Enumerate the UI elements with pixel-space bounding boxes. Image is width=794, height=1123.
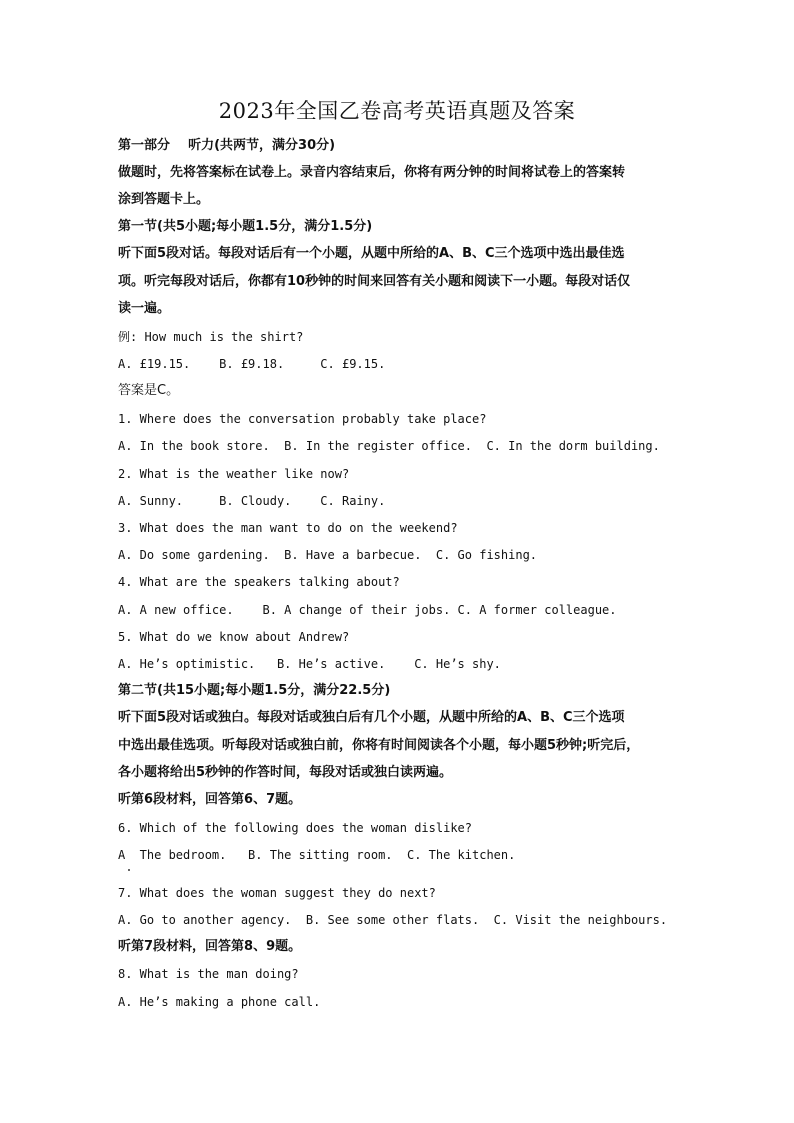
material-heading: 听第6段材料，回答第6、7题。 <box>118 792 302 807</box>
section-one-heading: 第一节(共5小题;每小题1.5分，满分1.5分) <box>118 219 373 234</box>
question-line: 4. What are the speakers talking about? <box>118 575 400 589</box>
instruction-line: 做题时，先将答案标在试卷上。录音内容结束后，你将有两分钟的时间将试卷上的答案转 <box>118 165 626 180</box>
question-line: 2. What is the weather like now? <box>118 467 350 481</box>
options-line: A. He’s making a phone call. <box>118 995 321 1009</box>
question-line: 3. What does the man want to do on the weekend? <box>118 521 458 535</box>
question-line: 7. What does the woman suggest they do next? <box>118 886 436 900</box>
instruction-line: 听下面5段对话。每段对话后有一个小题，从题中所给的A、B、C三个选项中选出最佳选 <box>118 246 625 261</box>
instruction-line: 读一遍。 <box>118 301 171 316</box>
section-two-heading: 第二节(共15小题;每小题1.5分，满分22.5分) <box>118 683 391 698</box>
instruction-line: 中选出最佳选项。听每段对话或独白前，你将有时间阅读各个小题，每小题5秒钟;听完后， <box>118 738 640 753</box>
options-line: A. In the book store. B. In the register office. C. In the dorm building. <box>118 439 660 453</box>
question-line: 1. Where does the conversation probably take place? <box>118 412 487 426</box>
question-line: 5. What do we know about Andrew? <box>118 630 350 644</box>
example-answer: 答案是C。 <box>118 383 180 398</box>
stray-mark <box>128 869 130 871</box>
options-line: A The bedroom. B. The sitting room. C. The kitchen. <box>118 848 516 862</box>
options-line: A. A new office. B. A change of their jobs. C. A former colleague. <box>118 603 617 617</box>
example-options: A. £19.15. B. £9.18. C. £9.15. <box>118 357 386 371</box>
options-line: A. Sunny. B. Cloudy. C. Rainy. <box>118 494 386 508</box>
question-line: 8. What is the man doing? <box>118 967 299 981</box>
options-line: A. Do some gardening. B. Have a barbecue. C. Go fishing. <box>118 548 538 562</box>
instruction-line: 涂到答题卡上。 <box>118 192 210 207</box>
instruction-line: 项。听完每段对话后，你都有10秒钟的时间来回答有关小题和阅读下一小题。每段对话仅 <box>118 274 631 289</box>
material-heading: 听第7段材料，回答第8、9题。 <box>118 939 302 954</box>
options-line: A. Go to another agency. B. See some other flats. C. Visit the neighbours. <box>118 913 668 927</box>
instruction-line: 听下面5段对话或独白。每段对话或独白后有几个小题，从题中所给的A、B、C三个选项 <box>118 710 625 725</box>
part-one-heading: 第一部分 听力(共两节，满分30分) <box>118 138 336 153</box>
options-line: A. He’s optimistic. B. He’s active. C. He’s shy. <box>118 657 501 671</box>
document-title: 2023年全国乙卷高考英语真题及答案 <box>218 99 576 123</box>
instruction-line: 各小题将给出5秒钟的作答时间，每段对话或独白读两遍。 <box>118 765 453 780</box>
example-question: 例: How much is the shirt? <box>118 330 304 344</box>
question-line: 6. Which of the following does the woman dislike? <box>118 821 473 835</box>
